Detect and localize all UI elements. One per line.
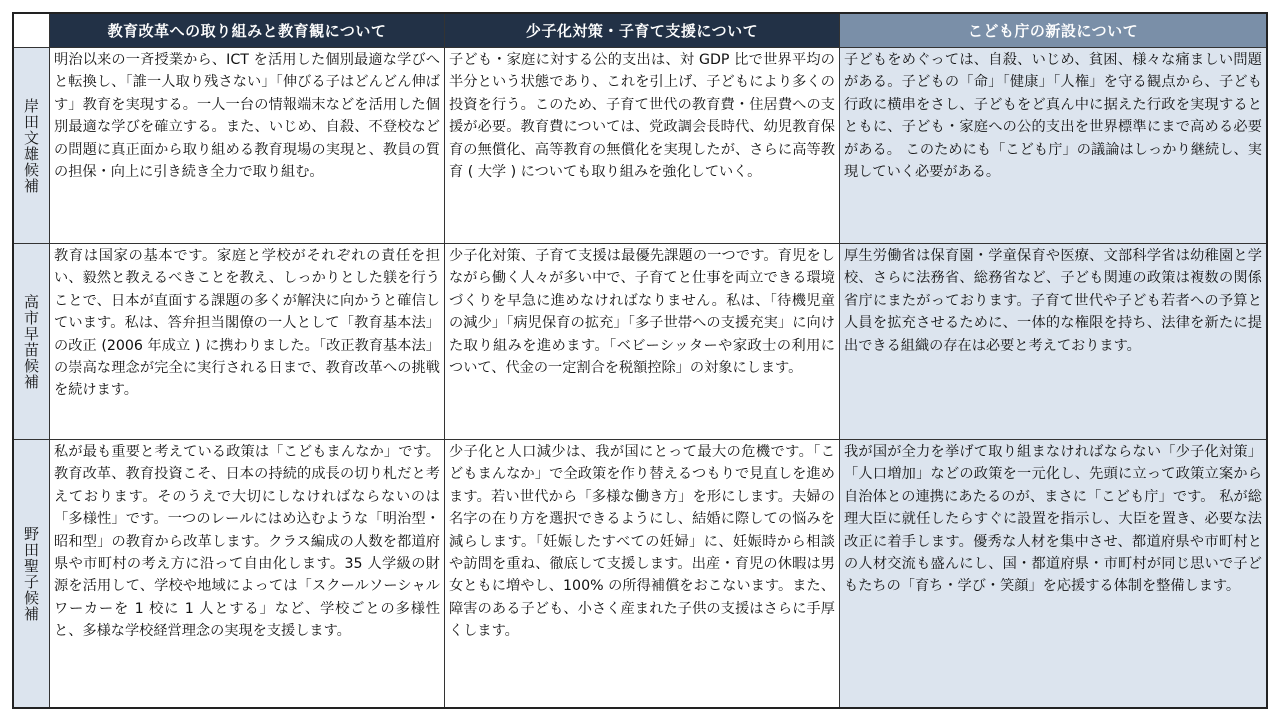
takaichi-agency-cell: 厚生労働省は保育園・学童保育や医療、文部科学省は幼稚園と学校、さらに法務省、総務省など、子ども関連の政策は複数の関係省庁にまたがっております。子育て世代や子ども若者への予算と人員を拡充させるために、一体的な権限を持ち、法律を新たに提出できる組織の存在は必要と考えております。 [840, 244, 1266, 440]
candidate-name-label: 野田聖子候補 [22, 525, 40, 622]
noda-education-cell: 私が最も重要と考えている政策は「こどもまんなか」です。教育改革、教育投資こそ、日本の持続的成長の切り札だと考えております。そのうえで大切にしなければならないのは「多様性」です。一つのレールにはめ込むような「明治型・昭和型」の教育から改革します。クラス編成の人数を都道府県や市町村の考え方に沿って自由化します。35 人学級の財源を活用して、学校や地域によっては「スクールソーシャルワーカーを 1 校に 1 人とする」など、学校ごとの多様性と、多様な学校経営理念の実現を支援します。 [50, 440, 445, 707]
kishida-childcare-cell: 子ども・家庭に対する公的支出は、対 GDP 比で世界平均の半分という状態であり、これを引上げ、子どもにより多くの投資を行う。このため、子育て世代の教育費・住居費への支援が必要。教育費については、党政調会長時代、幼児教育保育の無償化、高等教育の無償化を実現したが、さらに高等教育 ( 大学 ) についても取り組みを強化していく。 [445, 48, 840, 244]
takaichi-education-cell: 教育は国家の基本です。家庭と学校がそれぞれの責任を担い、毅然と教えるべきことを教え、しっかりとした躾を行うことで、日本が直面する課題の多くが解決に向かうと確信しています。私は、答弁担当閣僚の一人として「教育基本法」の改正 (2006 年成立 ) に携わりました。「改正教育基本法」の崇高な理念が完全に実行される日まで、教育改革への挑戦を続けます。 [50, 244, 445, 440]
kishida-education-cell: 明治以来の一斉授業から、ICT を活用した個別最適な学びへと転換し、「誰一人取り残さない」「伸びる子はどんどん伸ばす」教育を実現する。一人一台の情報端末などを活用した個別最適な学びを確立する。また、いじめ、自殺、不登校などの問題に真正面から取り組める教育現場の実現と、教員の質の担保・向上に引き続き全力で取り組む。 [50, 48, 445, 244]
header-education: 教育改革への取り組みと教育観について [50, 14, 445, 48]
candidate-name-noda [14, 440, 50, 707]
candidate-name-label: 岸田文雄候補 [22, 97, 40, 194]
noda-childcare-cell: 少子化と人口減少は、我が国にとって最大の危機です。「こどもまんなか」で全政策を作り替えるつもりで見直しを進めます。若い世代から「多様な働き方」を形にします。夫婦の名字の在り方を選択できるようにし、結婚に際しての悩みを減らします。「妊娠したすべての妊婦」に、妊娠時から相談や訪問を重ね、徹底して支援します。出産・育児の休暇は男女ともに増やし、100% の所得補償をおこないます。また、障害のある子ども、小さく産まれた子供の支援はさらに手厚くします。 [445, 440, 840, 707]
candidate-name-kishida [14, 48, 50, 244]
takaichi-childcare-cell: 少子化対策、子育て支援は最優先課題の一つです。育児をしながら働く人々が多い中で、子育てと仕事を両立できる環境づくりを早急に進めなければなりません。私は、「待機児童の減少」「病児保育の拡充」「多子世帯への支援充実」に向けた取り組みを進めます。「ベビーシッターや家政士の利用について、代金の一定割合を税額控除」の対象にします。 [445, 244, 840, 440]
candidate-name-takaichi [14, 244, 50, 440]
header-children-agency: こども庁の新設について [840, 14, 1266, 48]
policy-comparison-table [12, 12, 1268, 709]
candidate-name-label: 高市早苗候補 [22, 293, 40, 390]
kishida-agency-cell: 子どもをめぐっては、自殺、いじめ、貧困、様々な痛ましい問題がある。子どもの「命」「健康」「人権」を守る観点から、子ども行政に横串をさし、子どもをど真ん中に据えた行政を実現するとともに、子ども・家庭への公的支出を世界標準にまで高める必要がある。 このためにも「こども庁」の議論はしっかり継続し、実現していく必要がある。 [840, 48, 1266, 244]
noda-agency-cell: 我が国が全力を挙げて取り組まなければならない「少子化対策」「人口増加」などの政策を一元化し、先頭に立って政策立案から自治体との連携にあたるのが、まさに「こども庁」です。 私が総理大臣に就任したらすぐに設置を指示し、大臣を置き、必要な法改正に着手します。優秀な人材を集中させ、都道府県や市町村との人材交流も盛んにし、国・都道府県・市町村が同じ思いで子どもたちの「育ち・学び・笑顔」を応援する体制を整備します。 [840, 440, 1266, 707]
header-corner-cell [14, 14, 50, 48]
header-childcare: 少子化対策・子育て支援について [445, 14, 840, 48]
